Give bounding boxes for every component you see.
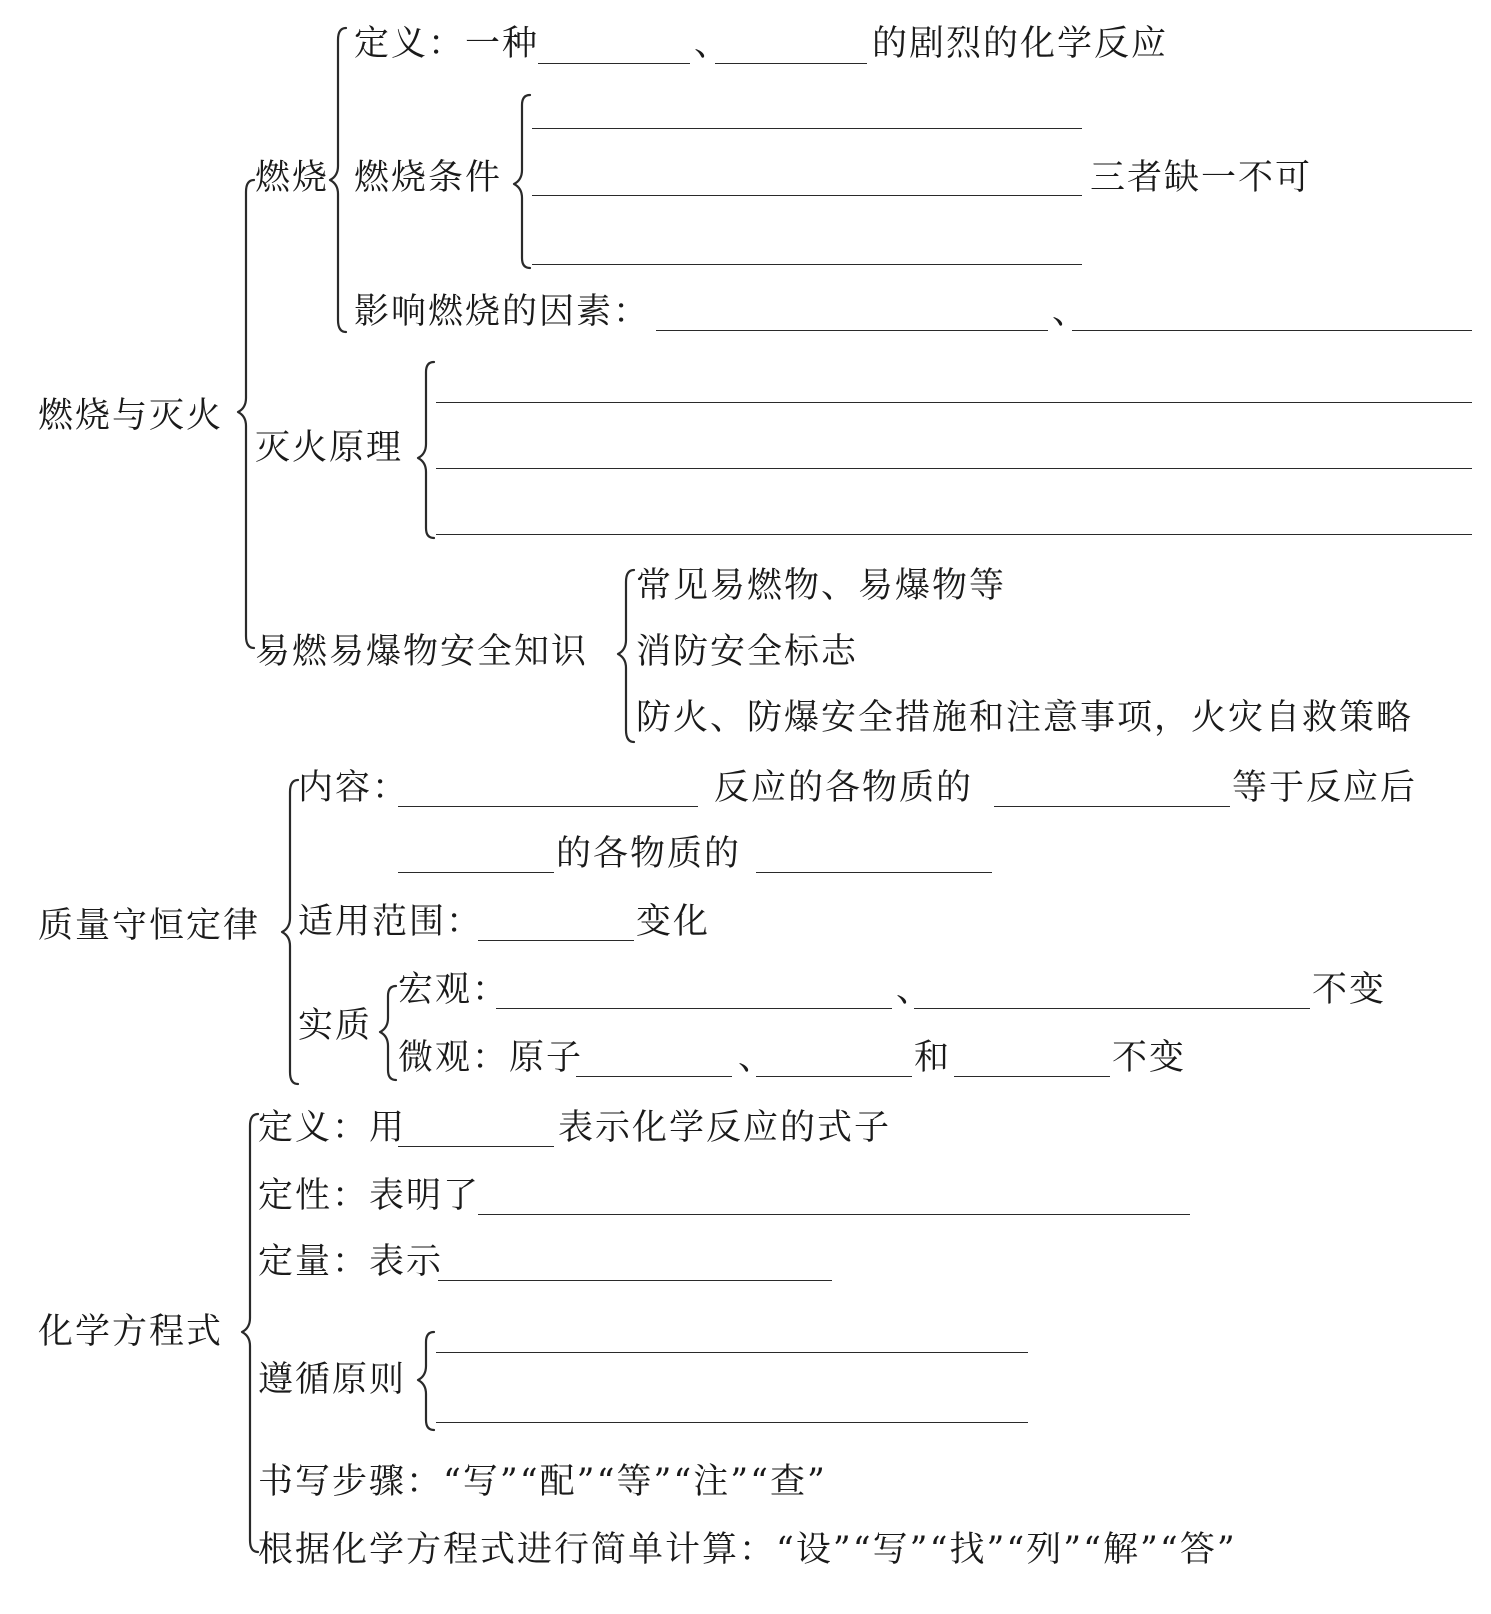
brace-conservation-root bbox=[282, 780, 298, 1084]
node-burning-conditions: 燃烧条件 bbox=[354, 158, 503, 198]
brace-conditions bbox=[514, 95, 530, 268]
scope-prefix: 适用范围： bbox=[298, 902, 484, 942]
brace-safety bbox=[618, 570, 634, 742]
content-prefix: 内容： bbox=[298, 768, 410, 808]
burning-definition-prefix: 定义：一种 bbox=[354, 24, 540, 64]
safety-item-2: 消防安全标志 bbox=[636, 632, 859, 672]
equation-writing-steps: 书写步骤：“写”“配”“等”“注”“查” bbox=[258, 1462, 827, 1502]
blank-extinguish-3 bbox=[436, 534, 1472, 535]
micro-prefix: 微观：原子 bbox=[398, 1038, 584, 1078]
burning-factors-sep: 、 bbox=[1052, 292, 1090, 332]
content-line2-mid: 的各物质的 bbox=[556, 834, 742, 874]
node-safety-knowledge: 易燃易爆物安全知识 bbox=[255, 632, 589, 672]
node-burning: 燃烧 bbox=[255, 158, 330, 198]
burning-factors-prefix: 影响燃烧的因素： bbox=[354, 292, 651, 332]
root-combustion-fire: 燃烧与灭火 bbox=[38, 396, 224, 436]
equation-quantitative: 定量：表示 bbox=[258, 1242, 444, 1282]
blank-macro-1 bbox=[496, 1008, 892, 1009]
brace-essence bbox=[380, 986, 396, 1080]
blank-condition-3 bbox=[532, 264, 1082, 265]
brace-principles bbox=[418, 1332, 434, 1430]
blank-content-4 bbox=[756, 872, 992, 873]
safety-item-3: 防火、防爆安全措施和注意事项，火灾自救策略 bbox=[636, 698, 1414, 738]
blank-micro-3 bbox=[954, 1076, 1110, 1077]
blank-factor-1 bbox=[656, 330, 1048, 331]
blank-principle-1 bbox=[436, 1352, 1028, 1353]
content-mid-1: 反应的各物质的 bbox=[714, 768, 974, 808]
blank-qualitative bbox=[478, 1214, 1190, 1215]
blank-micro-2 bbox=[756, 1076, 912, 1077]
blank-condition-1 bbox=[532, 128, 1082, 129]
blank-content-2 bbox=[994, 806, 1230, 807]
equation-qualitative: 定性：表明了 bbox=[258, 1176, 481, 1216]
node-extinguish-principle: 灭火原理 bbox=[255, 428, 404, 468]
blank-extinguish-1 bbox=[436, 402, 1472, 403]
conditions-note: 三者缺一不可 bbox=[1090, 158, 1313, 198]
brace-extinguish bbox=[418, 362, 434, 538]
node-essence: 实质 bbox=[298, 1006, 373, 1046]
micro-sep: 、 bbox=[738, 1038, 776, 1078]
brace-burning bbox=[330, 28, 346, 332]
blank-content-1 bbox=[398, 806, 698, 807]
macro-sep: 、 bbox=[896, 970, 934, 1010]
root-mass-conservation: 质量守恒定律 bbox=[38, 906, 261, 946]
blank-principle-2 bbox=[436, 1422, 1028, 1423]
macro-suffix: 不变 bbox=[1312, 970, 1387, 1010]
brace-combustion-root bbox=[238, 180, 254, 648]
blank-burning-def-1 bbox=[538, 63, 690, 64]
equation-definition-suffix: 表示化学反应的式子 bbox=[558, 1108, 892, 1148]
blank-scope bbox=[478, 940, 634, 941]
blank-extinguish-2 bbox=[436, 468, 1472, 469]
burning-definition-suffix: 的剧烈的化学反应 bbox=[872, 24, 1169, 64]
blank-content-3 bbox=[398, 872, 554, 873]
equation-definition-prefix: 定义：用 bbox=[258, 1108, 407, 1148]
brace-equation-root bbox=[242, 1114, 258, 1552]
equation-calculation-steps: 根据化学方程式进行简单计算：“设”“写”“找”“列”“解”“答” bbox=[258, 1530, 1237, 1570]
content-mid-2: 等于反应后 bbox=[1232, 768, 1418, 808]
micro-suffix: 不变 bbox=[1112, 1038, 1187, 1078]
blank-quantitative bbox=[438, 1280, 832, 1281]
blank-burning-def-2 bbox=[715, 63, 867, 64]
blank-factor-2 bbox=[1072, 330, 1472, 331]
blank-condition-2 bbox=[532, 195, 1082, 196]
node-principles: 遵循原则 bbox=[258, 1360, 407, 1400]
root-chemical-equation: 化学方程式 bbox=[38, 1312, 224, 1352]
scope-suffix: 变化 bbox=[636, 902, 711, 942]
micro-and: 和 bbox=[914, 1038, 952, 1078]
blank-equation-def bbox=[398, 1146, 554, 1147]
safety-item-1: 常见易燃物、易爆物等 bbox=[636, 566, 1007, 606]
macro-prefix: 宏观： bbox=[398, 970, 510, 1010]
burning-definition-sep: 、 bbox=[694, 24, 732, 64]
blank-macro-2 bbox=[914, 1008, 1310, 1009]
blank-micro-1 bbox=[576, 1076, 732, 1077]
